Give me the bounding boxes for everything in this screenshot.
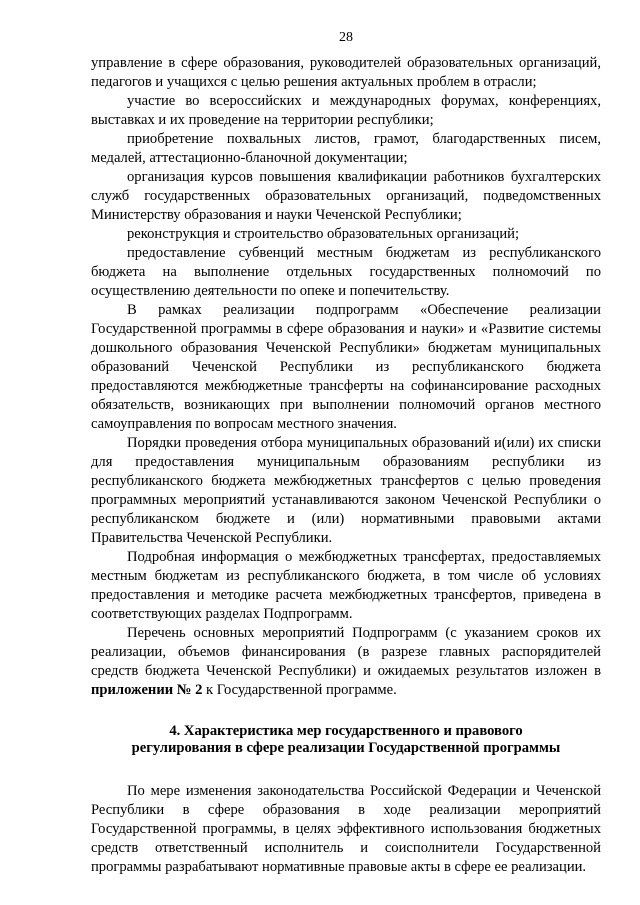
paragraph-forums: участие во всероссийских и международных форумах, конференциях, выставках и их проведение на территории республики;	[91, 93, 601, 128]
paragraph-legislation: По мере изменения законодательства Российской Федерации и Чеченской Республики в сфере образования в ходе реализации мероприятий Государственной программы, в целях эффективного использования бюджетных средств ответственный исполнитель и соисполнители Государственной программы разрабатывают нормативные правовые акты в сфере ее реализации.	[91, 783, 601, 875]
page-number: 28	[339, 30, 353, 45]
appendix-text-after: к Государственной программе.	[202, 682, 397, 698]
section-heading-line-1: 4. Характеристика мер государственного и правового	[169, 723, 523, 739]
paragraph-transfers-info: Подробная информация о межбюджетных трансфертах, предоставляемых местным бюджетам из республиканского бюджета, в том числе об условиях предоставления и методике расчета межбюджетных трансфертов, приведена в соответствующих разделах Подпрограмм.	[91, 549, 601, 622]
paragraph-courses: организация курсов повышения квалификации работников бухгалтерских служб государственных образовательных организаций, подведомственных Министерству образования и науки Чеченской Республики;	[91, 169, 601, 223]
paragraph-construction: реконструкция и строительство образовательных организаций;	[127, 226, 520, 242]
paragraph-subprograms: В рамках реализации подпрограмм «Обеспечение реализации Государственной программы в сфере образования и науки» и «Развитие системы дошкольного образования Чеченской Республики» бюджетам муниципальных образований Чеченской Республики из республиканского бюджета предоставляются межбюджетные трансферты на софинансирование расходных обязательств, возникающих при выполнении полномочий органов местного самоуправления по вопросам местного значения.	[91, 302, 601, 432]
paragraph-selection-procedures: Порядки проведения отбора муниципальных образований и(или) их списки для предоставления муниципальным образованиям республики из республиканского бюджета межбюджетных трансфертов с целью проведения программных мероприятий устанавливаются законом Чеченской Республики о республиканском бюджете и (или) нормативными правовыми актами Правительства Чеченской Республики.	[91, 435, 601, 546]
paragraph-awards: приобретение похвальных листов, грамот, благодарственных писем, медалей, аттестационно-бланочной документации;	[91, 131, 601, 166]
section-heading-line-2: регулирования в сфере реализации Государственной программы	[131, 740, 561, 756]
section-heading	[91, 723, 601, 757]
appendix-link-text: приложении № 2	[91, 682, 203, 698]
paragraph-appendix-reference	[91, 624, 601, 700]
paragraph-continuation: управление в сфере образования, руководителей образовательных организаций, педагогов и учащихся с целью решения актуальных проблем в отрасли;	[91, 55, 601, 90]
paragraph-subventions: предоставление субвенций местным бюджетам из республиканского бюджета на выполнение отдельных государственных полномочий по осуществлению деятельности по опеке и попечительству.	[91, 245, 601, 299]
appendix-text-before: Перечень основных мероприятий Подпрограмм (с указанием сроков их реализации, объемов финансирования (в разрезе главных распорядителей средств бюджета Чеченской Республики) и ожидаемых результатов изложен в	[91, 625, 601, 679]
